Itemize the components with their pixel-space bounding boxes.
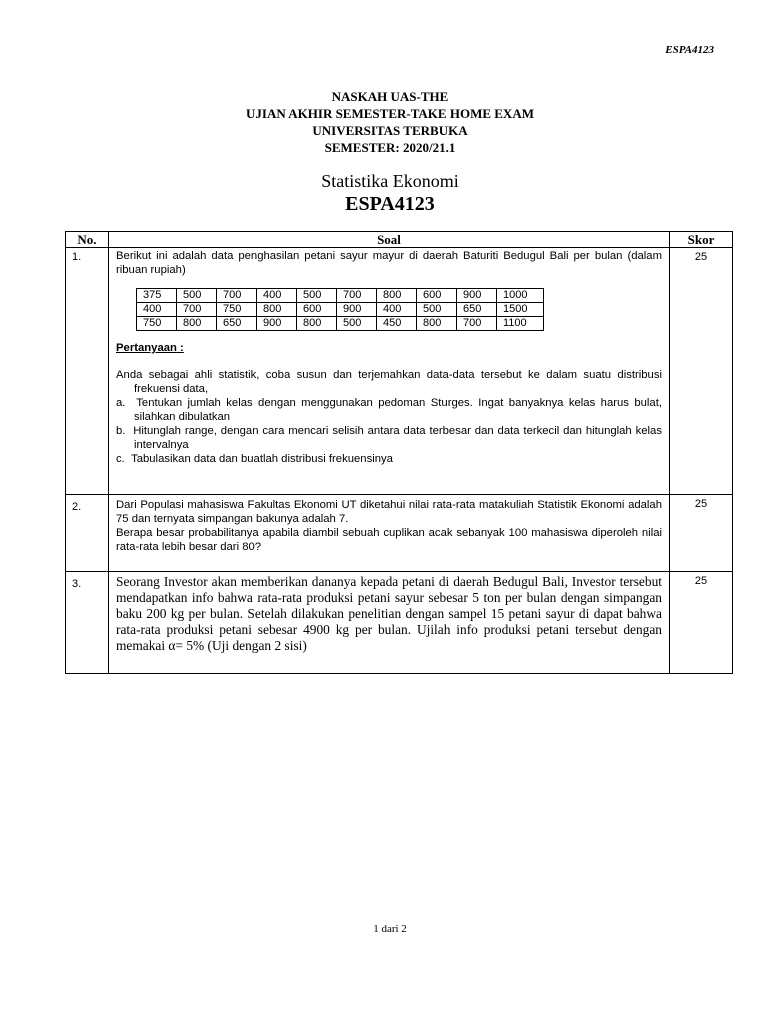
course-title [0, 170, 768, 216]
data-cell: 700 [457, 317, 497, 331]
question-score: 25 [670, 572, 733, 674]
header-line-2: UJIAN AKHIR SEMESTER-TAKE HOME EXAM [246, 106, 534, 121]
column-header-no: No. [66, 232, 109, 248]
data-cell: 900 [257, 317, 297, 331]
column-header-skor: Skor [670, 232, 733, 248]
question-1-intro: Berikut ini adalah data penghasilan petani sayur mayur di daerah Baturiti Bedugul Bali per bulan (dalam ribuan rupiah) [116, 250, 662, 276]
question-number: 2. [66, 495, 109, 572]
course-code: ESPA4123 [345, 193, 435, 215]
data-cell: 450 [377, 317, 417, 331]
question-text [109, 495, 670, 572]
data-cell: 800 [177, 317, 217, 331]
data-cell: 650 [217, 317, 257, 331]
pertanyaan-label [116, 341, 662, 355]
page-number: 1 dari 2 [373, 923, 407, 935]
column-header-soal: Soal [109, 232, 670, 248]
pertanyaan-colon: : [176, 342, 184, 354]
task-intro: Anda sebagai ahli statistik, coba susun dan terjemahkan data-data tersebut ke dalam suatu distribusi frekuensi data, [116, 369, 662, 395]
data-cell: 700 [337, 289, 377, 303]
data-cell: 400 [137, 303, 177, 317]
exam-header [0, 88, 768, 156]
question-score: 25 [670, 248, 733, 495]
data-cell: 800 [417, 317, 457, 331]
question-2-text-2: Berapa besar probabilitanya apabila diambil sebuah cuplikan acak sebanyak 100 mahasiswa diperoleh nilai rata-rata lebih besar dari 80? [116, 527, 662, 553]
data-cell: 500 [417, 303, 457, 317]
data-row-1 [137, 289, 544, 303]
data-row-2 [137, 303, 544, 317]
question-row-3 [66, 572, 733, 674]
data-cell: 700 [177, 303, 217, 317]
data-cell: 500 [177, 289, 217, 303]
data-cell: 400 [257, 289, 297, 303]
document-code: ESPA4123 [665, 44, 714, 56]
data-cell: 500 [337, 317, 377, 331]
data-cell: 600 [297, 303, 337, 317]
income-data-table [136, 288, 544, 331]
data-row-3 [137, 317, 544, 331]
question-2-text-1: Dari Populasi mahasiswa Fakultas Ekonomi UT diketahui nilai rata-rata matakuliah Statistik Ekonomi adalah 75 dan ternyata simpangan bakunya adalah 7. [116, 499, 662, 525]
question-number: 3. [66, 572, 109, 674]
data-cell: 1000 [497, 289, 544, 303]
data-cell: 800 [377, 289, 417, 303]
task-item-b: b. Hitunglah range, dengan cara mencari selisih antara data terbesar dan data terkecil dan hitunglah kelas intervalnya [116, 425, 662, 451]
table-header-row [66, 232, 733, 248]
data-cell: 1500 [497, 303, 544, 317]
question-row-2 [66, 495, 733, 572]
data-cell: 400 [377, 303, 417, 317]
header-line-3: UNIVERSITAS TERBUKA [312, 123, 468, 138]
header-line-4: SEMESTER: 2020/21.1 [324, 140, 456, 155]
exam-question-table [65, 231, 733, 674]
data-cell: 750 [137, 317, 177, 331]
course-name: Statistika Ekonomi [321, 171, 459, 191]
task-item-c: c. Tabulasikan data dan buatlah distribusi frekuensinya [116, 453, 393, 465]
header-line-1: NASKAH UAS-THE [331, 89, 449, 104]
question-row-1 [66, 248, 733, 495]
question-number: 1. [66, 248, 109, 495]
data-cell: 800 [297, 317, 337, 331]
question-text: Seorang Investor akan memberikan dananya kepada petani di daerah Bedugul Bali, Investor tersebut mendapatkan info bahwa rata-rata produksi petani sayur sebesar 5 ton per bulan dengan simpangan baku 200 kg per bulan. Setelah dilakukan penelitian dengan sampel 15 petani sayur di dapat bahwa rata-rata produksi petani sebesar 4900 kg per bulan. Ujilah info produksi petani tersebut dengan memakai α= 5% (Uji dengan 2 sisi) [109, 572, 670, 674]
data-cell: 1100 [497, 317, 544, 331]
data-cell: 500 [297, 289, 337, 303]
question-score: 25 [670, 495, 733, 572]
pertanyaan-label-text: Pertanyaan [116, 342, 177, 354]
data-cell: 750 [217, 303, 257, 317]
data-cell: 900 [337, 303, 377, 317]
data-cell: 900 [457, 289, 497, 303]
data-cell: 600 [417, 289, 457, 303]
data-cell: 800 [257, 303, 297, 317]
data-cell: 375 [137, 289, 177, 303]
question-text [109, 248, 670, 495]
task-item-a: a. Tentukan jumlah kelas dengan menggunakan pedoman Sturges. Ingat banyaknya kelas harus bulat, silahkan dibulatkan [116, 397, 662, 423]
data-cell: 650 [457, 303, 497, 317]
data-cell: 700 [217, 289, 257, 303]
